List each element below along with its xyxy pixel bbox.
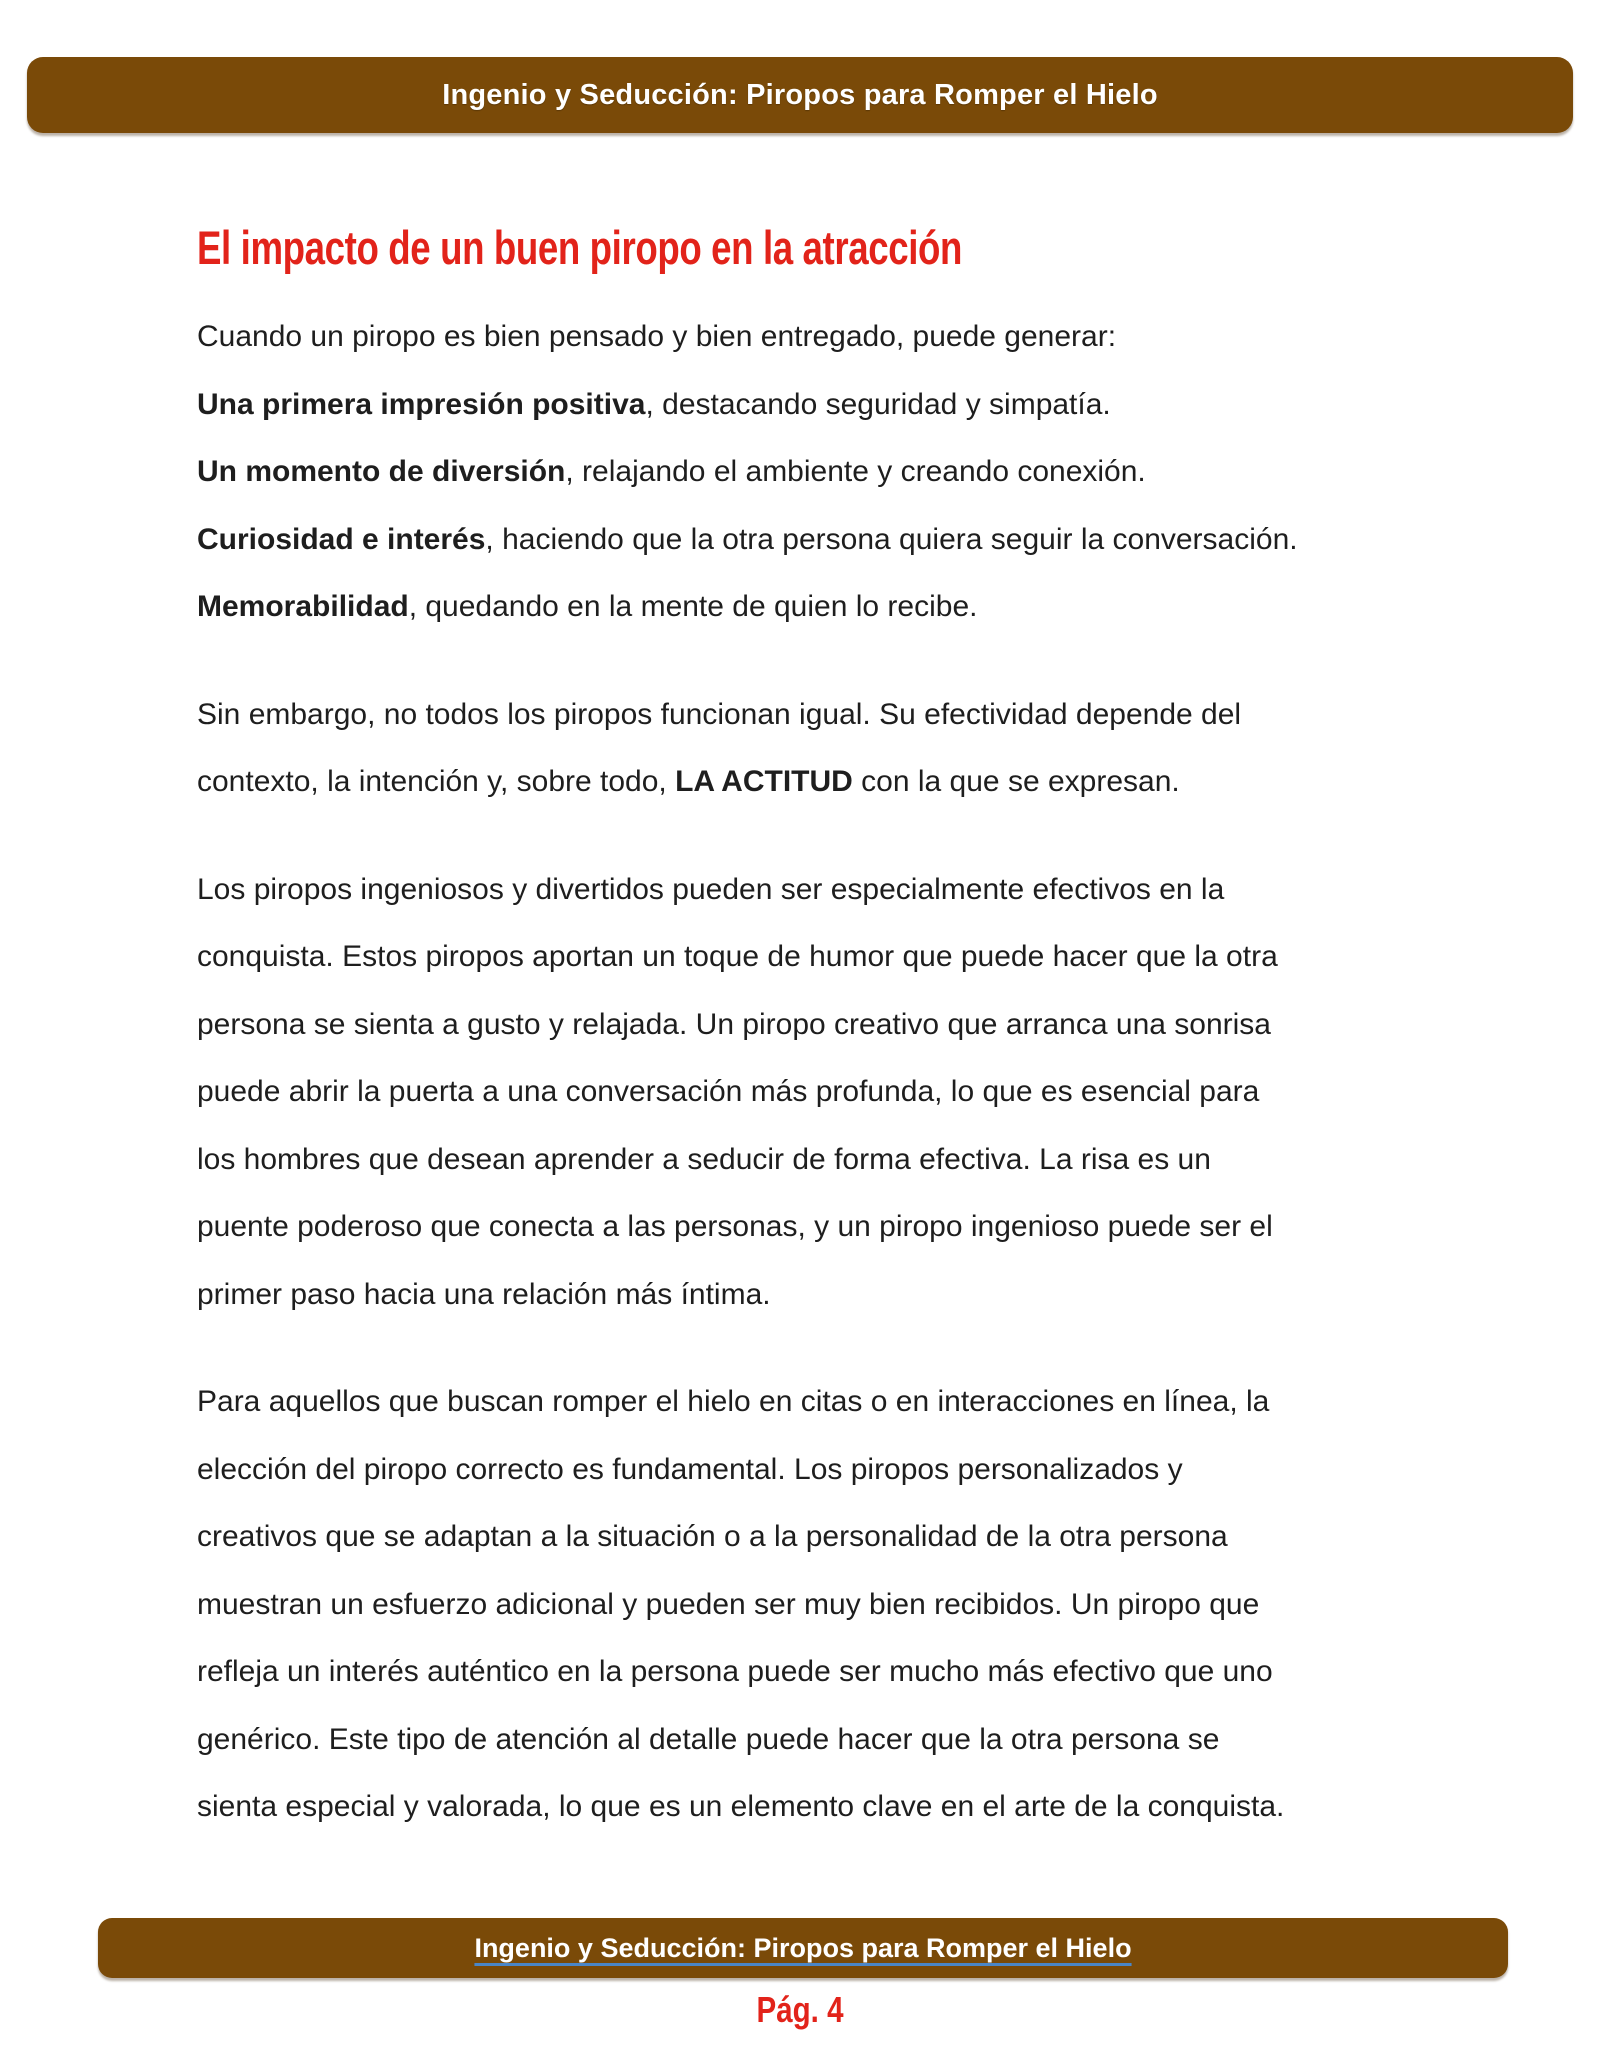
body-text (197, 303, 1477, 1841)
text-line (197, 1368, 1477, 1436)
page-number-text: Pág. 4 (756, 1989, 844, 2030)
text-line (197, 573, 1477, 641)
header-bar (27, 57, 1573, 133)
text-line (197, 1436, 1477, 1504)
text-line (197, 1638, 1477, 1706)
text-segment: refleja un interés auténtico en la persona puede ser mucho más efectivo que uno (197, 1655, 1273, 1688)
text-line (197, 681, 1477, 749)
bold-text-segment: Curiosidad e interés (197, 522, 486, 556)
text-segment: , quedando en la mente de quien lo recibe. (408, 590, 978, 623)
bold-text-segment: LA ACTITUD (675, 765, 853, 798)
text-segment: , destacando seguridad y simpatía. (645, 387, 1111, 421)
text-segment: elección del piropo correcto es fundamental. Los piropos personalizados y (197, 1452, 1183, 1486)
text-segment: sienta especial y valorada, lo que es un elemento clave en el arte de la conquista. (197, 1790, 1285, 1823)
text-line (197, 748, 1477, 816)
header-title: Ingenio y Seducción: Piropos para Romper el Hielo (442, 78, 1158, 111)
text-line (197, 438, 1477, 506)
text-line (197, 303, 1477, 371)
text-segment: conquista. Estos piropos aportan un toque de humor que puede hacer que la otra (197, 940, 1278, 973)
paragraph (197, 681, 1477, 816)
text-segment: primer paso hacia una relación más íntima. (197, 1277, 771, 1311)
paragraph (197, 303, 1477, 641)
paragraph (197, 856, 1477, 1329)
text-line (197, 1571, 1477, 1639)
bold-text-segment: Un momento de diversión (197, 455, 566, 488)
text-line (197, 856, 1477, 924)
text-segment: puede abrir la puerta a una conversación más profunda, lo que es esencial para (197, 1075, 1260, 1108)
text-segment: con la que se expresan. (852, 765, 1180, 798)
text-line (197, 923, 1477, 991)
paragraph (197, 1368, 1477, 1841)
text-line (197, 1503, 1477, 1571)
text-line (197, 1706, 1477, 1774)
text-segment: , haciendo que la otra persona quiera seguir la conversación. (485, 522, 1298, 556)
text-line (197, 1126, 1477, 1194)
bold-text-segment: Memorabilidad (197, 590, 409, 623)
text-line (197, 371, 1477, 439)
text-segment: Sin embargo, no todos los piropos funcionan igual. Su efectividad depende del (197, 697, 1242, 731)
text-line (197, 1193, 1477, 1261)
text-segment: Para aquellos que buscan romper el hielo en citas o en interacciones en línea, la (197, 1385, 1270, 1418)
text-segment: creativos que se adaptan a la situación o a la personalidad de la otra persona (197, 1520, 1228, 1553)
page-heading-text: El impacto de un buen piropo en la atracción (197, 221, 963, 274)
text-segment: persona se sienta a gusto y relajada. Un piropo creativo que arranca una sonrisa (197, 1007, 1271, 1041)
text-line (197, 1261, 1477, 1329)
text-line (197, 1058, 1477, 1126)
footer-bar (98, 1918, 1508, 1978)
bold-text-segment: Una primera impresión positiva (197, 387, 646, 421)
text-segment: puente poderoso que conecta a las personas, y un piropo ingenioso puede ser el (197, 1210, 1273, 1243)
text-segment: Los piropos ingeniosos y divertidos pueden ser especialmente efectivos en la (197, 872, 1225, 906)
text-line (197, 991, 1477, 1059)
text-segment: los hombres que desean aprender a seducir de forma efectiva. La risa es un (197, 1142, 1211, 1176)
text-segment: Cuando un piropo es bien pensado y bien entregado, puede generar: (197, 320, 1117, 353)
page-number (0, 1989, 1600, 2030)
text-line (197, 506, 1477, 574)
text-segment: contexto, la intención y, sobre todo, (197, 765, 676, 798)
footer-link[interactable]: Ingenio y Seducción: Piropos para Romper el Hielo (474, 1932, 1132, 1963)
text-line (197, 1773, 1477, 1841)
text-segment: , relajando el ambiente y creando conexión. (565, 455, 1146, 488)
text-segment: genérico. Este tipo de atención al detalle puede hacer que la otra persona se (197, 1722, 1220, 1756)
text-segment: muestran un esfuerzo adicional y pueden ser muy bien recibidos. Un piropo que (197, 1587, 1260, 1621)
page-heading (197, 221, 1178, 274)
